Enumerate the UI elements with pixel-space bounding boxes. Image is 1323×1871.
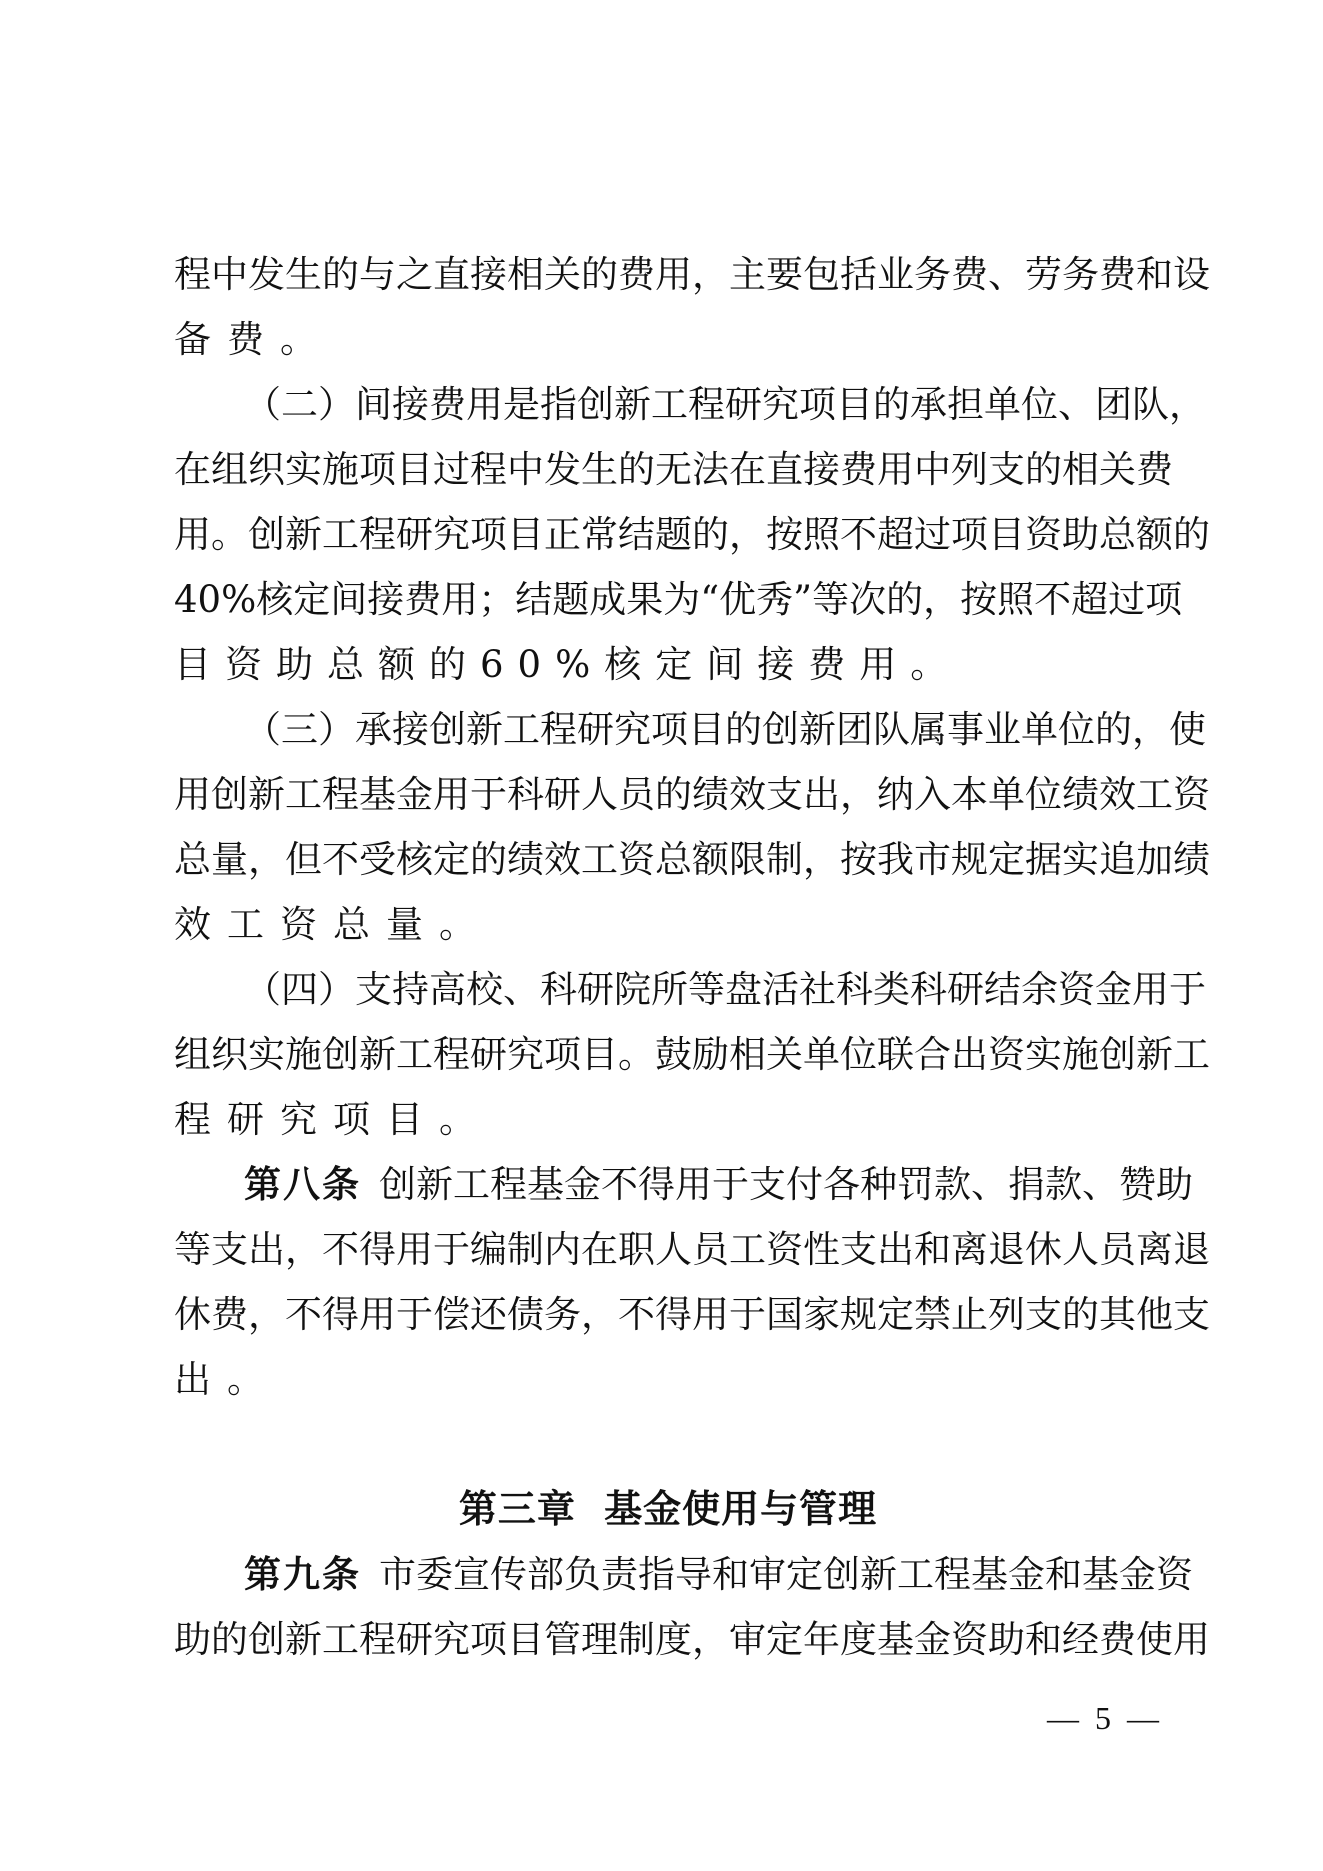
text-line: （三）承接创新工程研究项目的创新团队属事业单位的，使	[244, 708, 1206, 751]
chapter-heading: 第三章 基金使用与管理	[458, 1487, 878, 1531]
document-body	[174, 242, 1210, 1672]
text-line: 助的创新工程研究项目管理制度，审定年度基金资助和经费使用	[174, 1618, 1210, 1661]
text-line: 出。	[174, 1358, 280, 1401]
text-line: 组织实施创新工程研究项目。鼓励相关单位联合出资实施创新工	[174, 1033, 1210, 1076]
paragraph-performance-pay	[174, 697, 1210, 957]
text-line: 用创新工程基金用于科研人员的绩效支出，纳入本单位绩效工资	[174, 773, 1210, 816]
paragraph-surplus-funds	[174, 957, 1210, 1152]
article-9	[174, 1542, 1210, 1672]
text-line: 程研究项目。	[174, 1098, 492, 1141]
paragraph-direct-costs-continued	[174, 242, 1210, 372]
text-run: 市委宣传部负责指导和审定创新工程基金和基金资	[379, 1553, 1193, 1596]
text-line	[174, 1542, 1193, 1607]
article-label: 第九条	[244, 1553, 361, 1596]
text-line: （四）支持高校、科研院所等盘活社科类科研结余资金用于	[244, 968, 1206, 1011]
text-line: 程中发生的与之直接相关的费用，主要包括业务费、劳务费和设	[174, 253, 1210, 296]
text-line: 40%核定间接费用；结题成果为“优秀”等次的，按照不超过项	[174, 578, 1183, 621]
text-line: 休费，不得用于偿还债务，不得用于国家规定禁止列支的其他支	[174, 1293, 1210, 1336]
text-line: 总量，但不受核定的绩效工资总额限制，按我市规定据实追加绩	[174, 838, 1210, 881]
text-line: 目资助总额的60%核定间接费用。	[174, 643, 962, 686]
text-line: 备费。	[174, 318, 333, 361]
article-8	[174, 1152, 1210, 1412]
text-line: 在组织实施项目过程中发生的无法在直接费用中列支的相关费	[174, 448, 1173, 491]
paragraph-indirect-costs	[174, 372, 1210, 697]
article-label: 第八条	[244, 1163, 361, 1206]
text-run: 创新工程基金不得用于支付各种罚款、捐款、赞助	[379, 1163, 1193, 1206]
text-line: （二）间接费用是指创新工程研究项目的承担单位、团队，	[244, 383, 1206, 426]
text-line: 等支出，不得用于编制内在职人员工资性支出和离退休人员离退	[174, 1228, 1210, 1271]
text-line: 效工资总量。	[174, 903, 492, 946]
text-line: 用。创新工程研究项目正常结题的，按照不超过项目资助总额的	[174, 513, 1210, 556]
page-number: — 5 —	[1047, 1700, 1163, 1736]
spacer	[174, 1412, 1162, 1477]
text-line	[174, 1152, 1193, 1217]
